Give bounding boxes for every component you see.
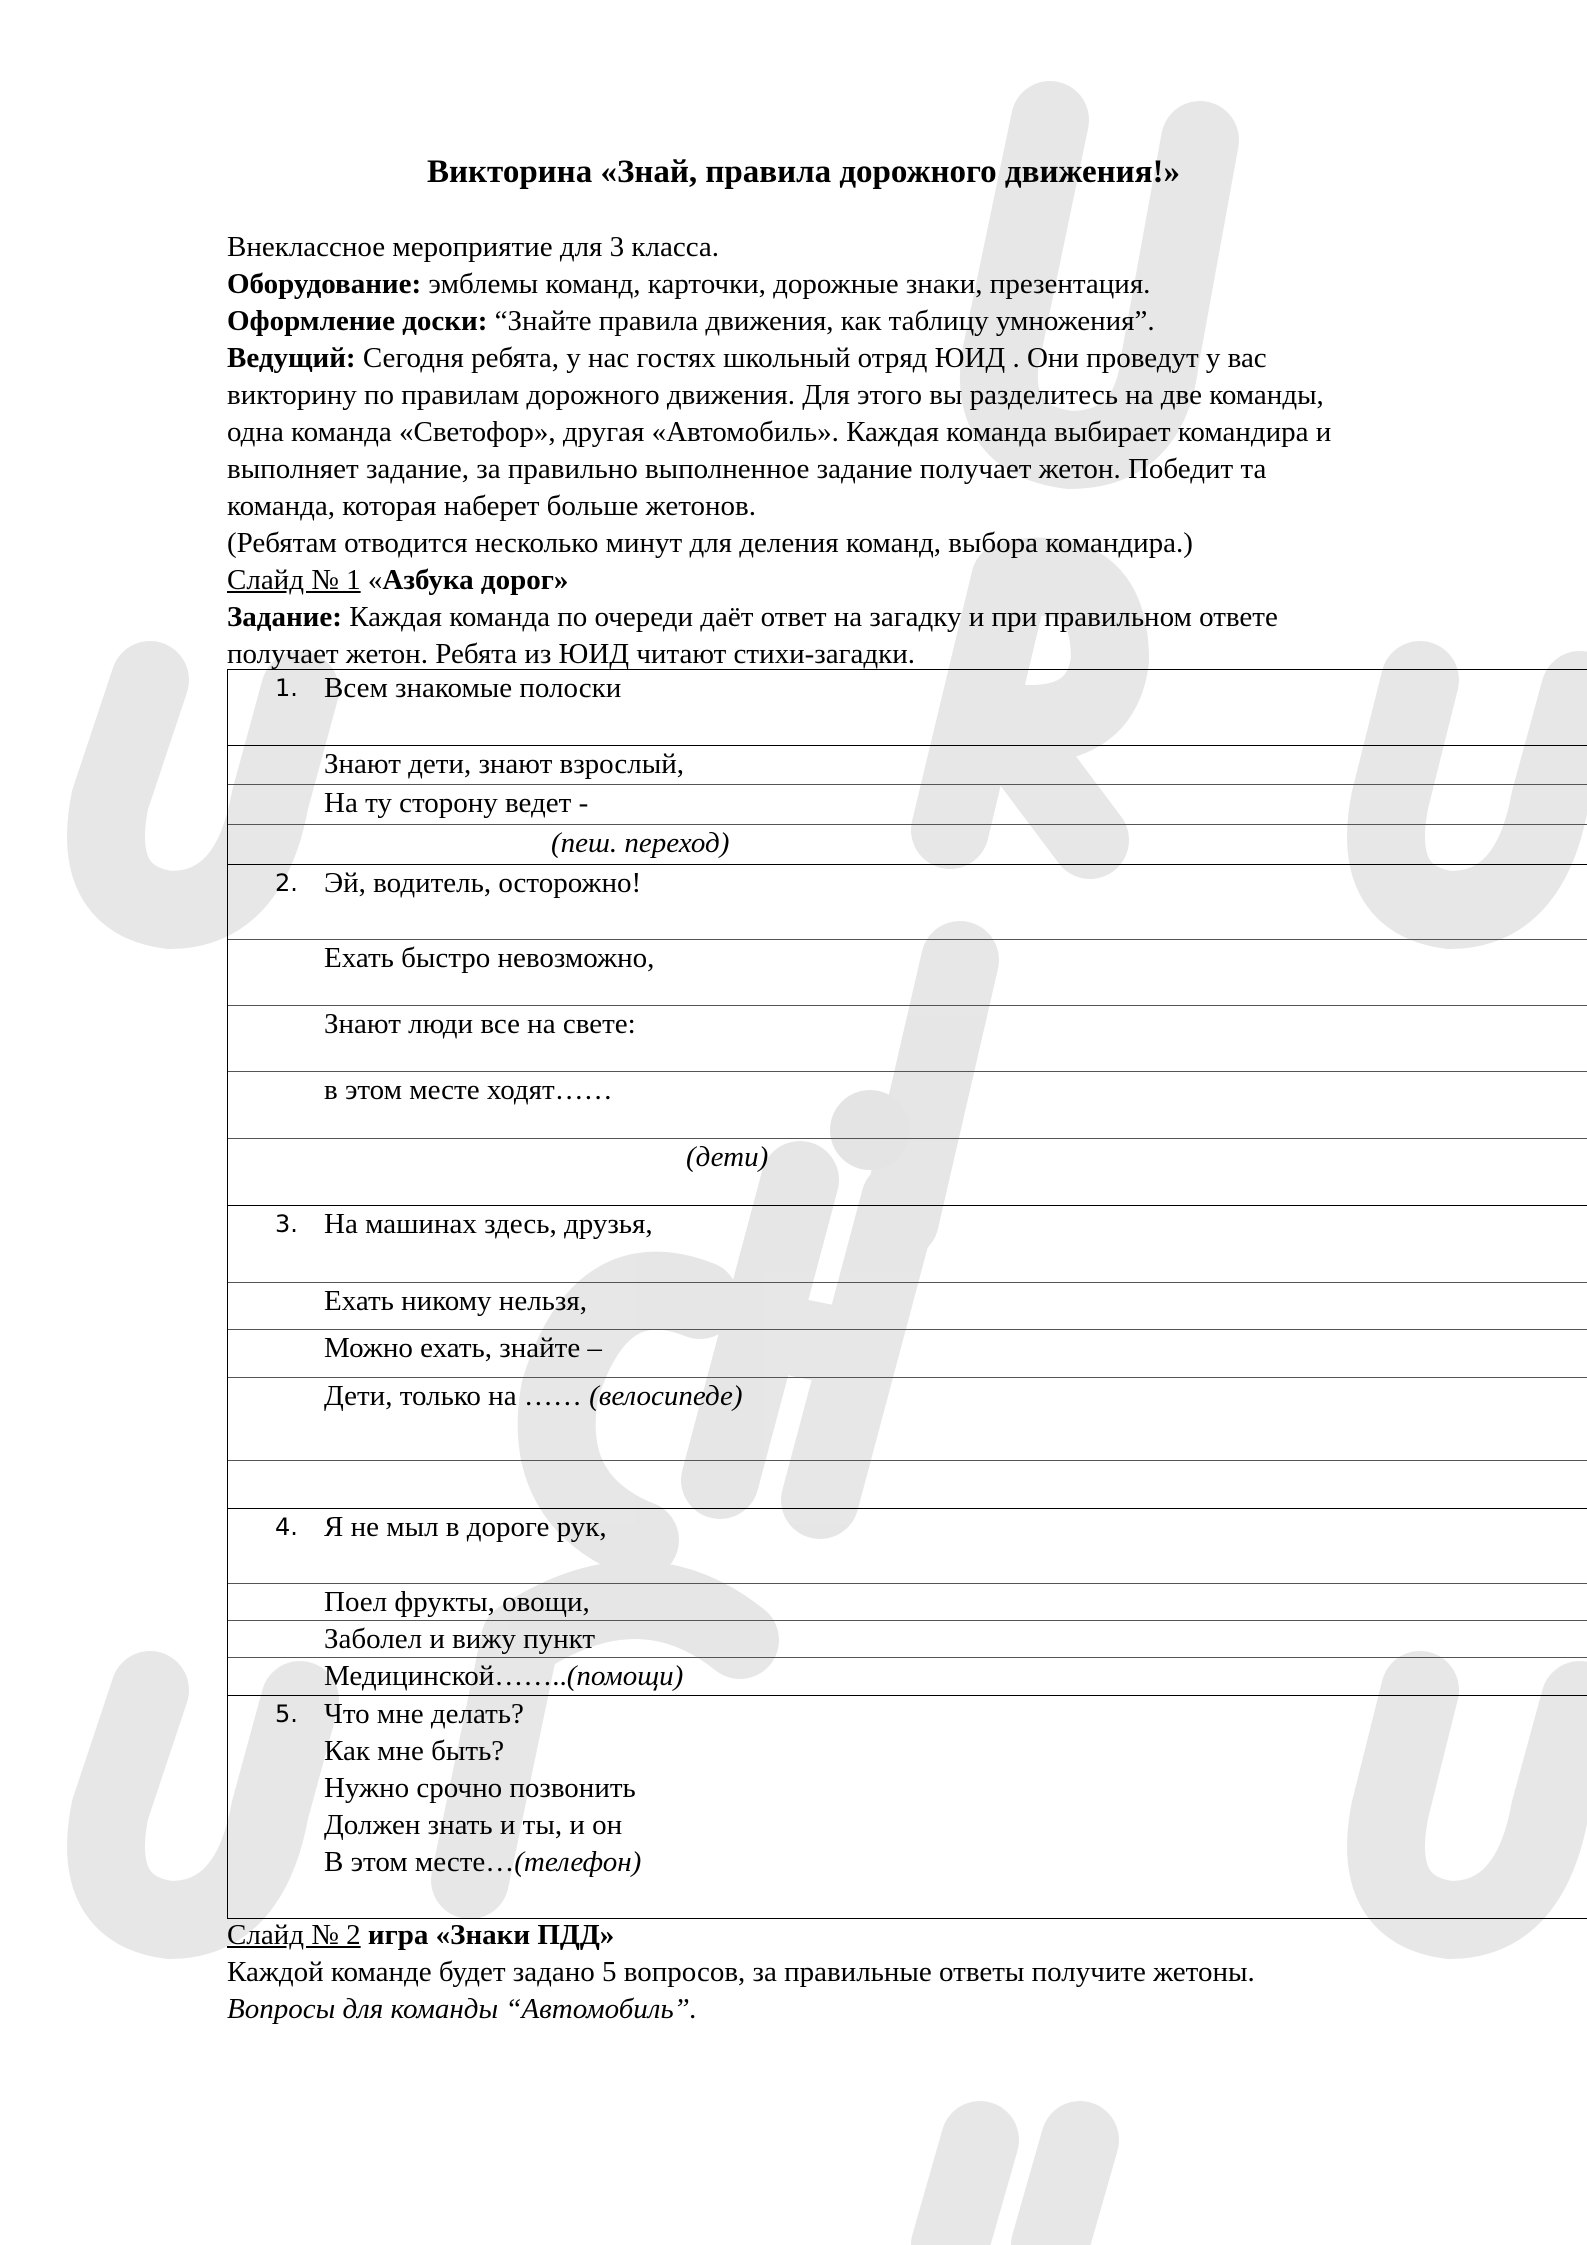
riddle-answer: (помощи) bbox=[566, 1660, 684, 1692]
slide1-heading bbox=[227, 562, 1477, 599]
table-row bbox=[228, 865, 1587, 940]
riddle-answer: (пеш. переход) bbox=[551, 827, 730, 859]
riddle-number: 5. bbox=[275, 1700, 298, 1728]
riddle-line: Как мне быть? bbox=[324, 1735, 505, 1767]
riddle-line: Знают дети, знают взрослый, bbox=[324, 748, 684, 780]
riddle-line: Поел фрукты, овощи, bbox=[324, 1586, 590, 1618]
riddle-line: Ехать быстро невозможно, bbox=[324, 942, 655, 974]
slide1-title: Азбука дорог» bbox=[382, 564, 569, 596]
riddle-line-text: Медицинской…….. bbox=[324, 1660, 567, 1692]
table-row bbox=[228, 1621, 1587, 1658]
outro-line: Каждой команде будет задано 5 вопросов, за правильные ответы получите жетоны. bbox=[227, 1956, 1255, 1988]
riddle-line bbox=[324, 1844, 641, 1881]
table-row bbox=[228, 670, 1587, 746]
riddle-line: Должен знать и ты, и он bbox=[324, 1809, 623, 1841]
table-row bbox=[228, 1006, 1587, 1072]
riddle-number: 3. bbox=[275, 1210, 298, 1238]
document-title: Викторина «Знай, правила дорожного движения!» bbox=[427, 154, 1180, 190]
riddles-table bbox=[227, 669, 1587, 1919]
riddle-line-text: В этом месте… bbox=[324, 1846, 515, 1878]
outro-section bbox=[227, 1917, 1477, 2028]
equipment-paragraph bbox=[227, 266, 1477, 303]
host-text-line: одна команда «Светофор», другая «Автомобиль». Каждая команда выбирает командира и bbox=[227, 416, 1332, 448]
task-paragraph bbox=[227, 599, 1477, 636]
riddle-verse bbox=[324, 1696, 641, 1881]
table-row bbox=[228, 1139, 1587, 1206]
table-row bbox=[228, 1584, 1587, 1621]
host-text: Сегодня ребята, у нас гостях школьный отряд ЮИД . Они проведут у вас bbox=[355, 342, 1267, 374]
riddle-line: На машинах здесь, друзья, bbox=[324, 1208, 653, 1240]
riddle-line: Можно ехать, знайте – bbox=[324, 1332, 602, 1364]
task-label: Задание: bbox=[227, 601, 342, 633]
host-text-line: команда, которая наберет больше жетонов. bbox=[227, 490, 756, 522]
intro-line: Внеклассное мероприятие для 3 класса. bbox=[227, 231, 720, 263]
riddle-line: Всем знакомые полоски bbox=[324, 672, 622, 704]
table-row bbox=[228, 1072, 1587, 1139]
intro-section bbox=[227, 229, 1477, 673]
riddle-answer: (телефон) bbox=[514, 1846, 642, 1878]
riddle-line-text: Дети, только на …… bbox=[324, 1380, 590, 1412]
riddle-line: Нужно срочно позвонить bbox=[324, 1772, 636, 1804]
table-row bbox=[228, 1509, 1587, 1584]
table-row bbox=[228, 1206, 1587, 1283]
slide1-quote: « bbox=[360, 564, 383, 596]
riddle-line: Знают люди все на свете: bbox=[324, 1008, 636, 1040]
riddle-number: 4. bbox=[275, 1513, 298, 1541]
table-row bbox=[228, 1658, 1587, 1696]
riddle-line: Эй, водитель, осторожно! bbox=[324, 867, 642, 899]
host-label: Ведущий: bbox=[227, 342, 356, 374]
riddle-number: 1. bbox=[275, 674, 298, 702]
table-row bbox=[228, 1696, 1587, 1919]
slide2-label: Слайд № 2 bbox=[227, 1919, 361, 1951]
slide2-heading bbox=[227, 1917, 1477, 1954]
board-text: “Знайте правила движения, как таблицу умножения”. bbox=[487, 305, 1155, 337]
table-row bbox=[228, 825, 1587, 865]
table-row bbox=[228, 785, 1587, 825]
table-row bbox=[228, 746, 1587, 785]
slide2-title: игра «Знаки ПДД» bbox=[360, 1919, 615, 1951]
task-text: Каждая команда по очереди даёт ответ на загадку и при правильном ответе bbox=[341, 601, 1278, 633]
riddle-answer: (дети) bbox=[686, 1141, 769, 1173]
riddle-line: На ту сторону ведет - bbox=[324, 787, 589, 819]
riddle-line bbox=[324, 1378, 743, 1415]
host-text-line: викторину по правилам дорожного движения. Для этого вы разделитесь на две команды, bbox=[227, 379, 1324, 411]
host-text-line: выполняет задание, за правильно выполненное задание получает жетон. Победит та bbox=[227, 453, 1267, 485]
task-text-line: получает жетон. Ребята из ЮИД читают стихи-загадки. bbox=[227, 638, 915, 670]
board-paragraph bbox=[227, 303, 1477, 340]
table-row bbox=[228, 1378, 1587, 1461]
riddle-line: Я не мыл в дороге рук, bbox=[324, 1511, 607, 1543]
riddle-answer: (велосипеде) bbox=[589, 1380, 743, 1412]
table-row bbox=[228, 940, 1587, 1006]
outro-italic-line: Вопросы для команды “Автомобиль”. bbox=[227, 1993, 698, 2025]
riddle-line: Ехать никому нельзя, bbox=[324, 1285, 587, 1317]
table-row bbox=[228, 1283, 1587, 1330]
equipment-text: эмблемы команд, карточки, дорожные знаки, презентация. bbox=[421, 268, 1151, 300]
riddle-line: Что мне делать? bbox=[324, 1698, 524, 1730]
riddle-line: Заболел и вижу пункт bbox=[324, 1623, 596, 1655]
equipment-label: Оборудование: bbox=[227, 268, 422, 300]
table-row-empty bbox=[228, 1461, 1587, 1509]
note-line: (Ребятам отводится несколько минут для деления команд, выбора командира.) bbox=[227, 527, 1193, 559]
slide1-label: Слайд № 1 bbox=[227, 564, 361, 596]
table-row bbox=[228, 1330, 1587, 1378]
riddle-number: 2. bbox=[275, 869, 298, 897]
host-paragraph bbox=[227, 340, 1477, 377]
board-label: Оформление доски: bbox=[227, 305, 488, 337]
riddle-line: в этом месте ходят…… bbox=[324, 1074, 613, 1106]
riddle-line bbox=[324, 1658, 683, 1695]
